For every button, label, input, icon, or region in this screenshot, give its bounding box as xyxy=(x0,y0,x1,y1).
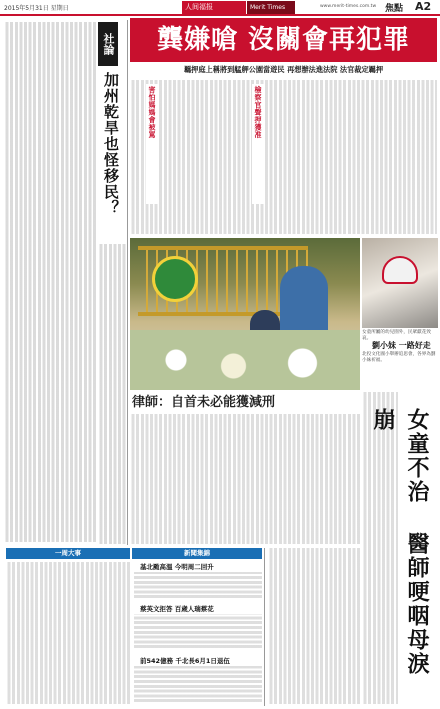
side-story-caption: 北投文化國小舉辦追思會，各界為劉小妹祈福。 xyxy=(362,352,436,363)
column-divider xyxy=(127,20,128,545)
brief-title-politics: 蔡英文拒答 百歲人瑞蔡花 xyxy=(140,605,214,613)
brief-title-weather: 基北颱高溫 今明周二回升 xyxy=(140,563,214,571)
bottom-right-story-text xyxy=(268,548,360,704)
section-name: 焦點 xyxy=(385,4,404,14)
week-section-text xyxy=(6,562,130,704)
site-url: www.merit-times.com.tw xyxy=(320,4,377,9)
editorial-title: 加州乾旱也怪移民？ xyxy=(102,72,120,216)
helmet-shape xyxy=(382,256,418,284)
memorial-photo xyxy=(130,238,360,390)
main-subheadline: 羈押庭上稱將到艋舺公園當遊民 再想辦法進法院 法官裁定羈押 xyxy=(183,65,384,74)
lawyer-story-text xyxy=(130,414,360,544)
week-section-header: 一周大事 xyxy=(6,548,130,559)
page-number: A2 xyxy=(415,0,432,13)
column-divider-bottom xyxy=(264,548,265,706)
school-sign-shape xyxy=(152,256,198,302)
side-photo xyxy=(362,238,438,328)
brief-text-weather xyxy=(134,572,262,600)
brief-text-retire xyxy=(134,666,262,704)
editorial-body-text xyxy=(4,22,96,542)
brief-text-politics xyxy=(134,614,262,650)
newspaper-logo: 人间福报 xyxy=(182,1,246,14)
masthead xyxy=(0,0,440,16)
kicker-prosecutor: 檢察官聲押獲准 xyxy=(252,84,264,204)
editorial-tag: 社論 xyxy=(98,22,118,66)
right-story-text xyxy=(362,392,398,704)
flower-tributes xyxy=(130,330,360,390)
right-headline: 女童不治 醫師哽咽母淚崩 xyxy=(370,408,430,676)
main-headline: 龔嫌嗆 沒關會再犯罪 xyxy=(130,18,437,62)
side-photo-caption: 女童所屬的幼兒園外，民眾獻花致哀。 xyxy=(362,330,431,341)
brief-title-retire: 前542億務 千北長6月1日退伍 xyxy=(140,657,230,665)
side-story-title: 劉小妹 一路好走 xyxy=(372,341,431,350)
kicker-fear: 害怕媽媽會被罵 xyxy=(146,84,158,204)
main-story-text xyxy=(130,80,437,234)
newspaper-english-name: Merit Times xyxy=(247,1,295,14)
issue-date: 2015年5月31日 星期日 xyxy=(4,5,69,12)
editorial-body-right xyxy=(98,244,126,544)
news-section-header: 新聞集錦 xyxy=(132,548,262,559)
lawyer-headline: 律師：自首未必能獲減刑 xyxy=(132,395,276,410)
